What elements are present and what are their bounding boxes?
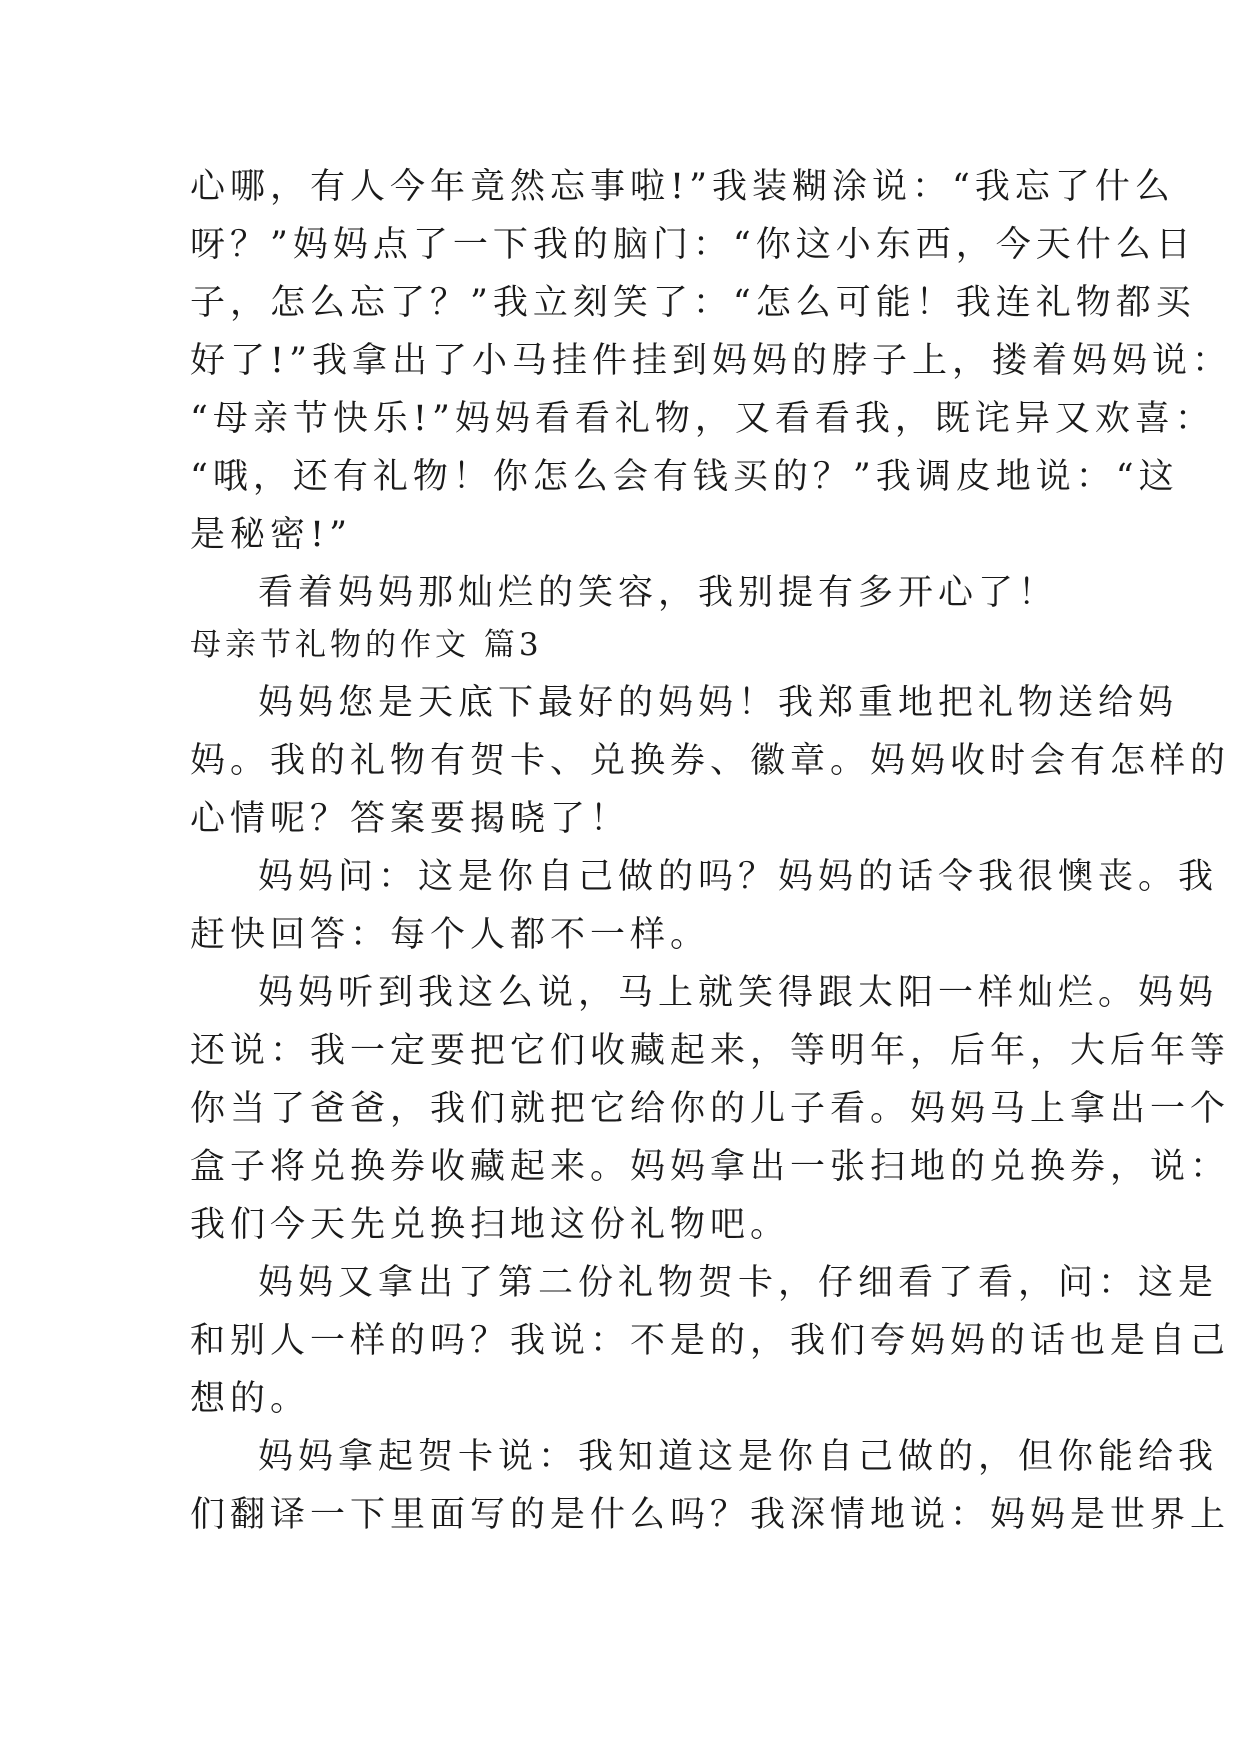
- paragraph-line: 妈妈听到我这么说，马上就笑得跟太阳一样灿烂。妈妈: [258, 973, 1219, 1013]
- text-line: 赶快回答：每个人都不一样。: [190, 915, 711, 955]
- text-line: 心情呢？答案要揭晓了！: [190, 799, 631, 839]
- text-line: 你当了爸爸，我们就把它给你的儿子看。妈妈马上拿出一个: [190, 1089, 1231, 1129]
- text-line: 我们今天先兑换扫地这份礼物吧。: [190, 1205, 791, 1245]
- paragraph-line: 妈妈问：这是你自己做的吗？妈妈的话令我很懊丧。我: [258, 857, 1219, 897]
- text-line: 是秘密!”: [190, 515, 352, 555]
- text-line: “母亲节快乐!”妈妈看看礼物，又看看我，既诧异又欢喜：: [190, 399, 1215, 439]
- section-heading: 母亲节礼物的作文 篇3: [190, 627, 543, 663]
- text-line: 们翻译一下里面写的是什么吗？我深情地说：妈妈是世界上: [190, 1495, 1231, 1535]
- text-line: 呀？”妈妈点了一下我的脑门：“你这小东西，今天什么日: [190, 225, 1196, 265]
- text-line: 妈。我的礼物有贺卡、兑换券、徽章。妈妈收时会有怎样的: [190, 741, 1231, 781]
- text-line: 还说：我一定要把它们收藏起来，等明年，后年，大后年等: [190, 1031, 1231, 1071]
- paragraph-line: 妈妈又拿出了第二份礼物贺卡，仔细看了看，问：这是: [258, 1263, 1219, 1303]
- text-line: 盒子将兑换券收藏起来。妈妈拿出一张扫地的兑换券，说：: [190, 1147, 1231, 1187]
- text-line: 和别人一样的吗？我说：不是的，我们夸妈妈的话也是自己: [190, 1321, 1231, 1361]
- paragraph-line: 妈妈拿起贺卡说：我知道这是你自己做的，但你能给我: [258, 1437, 1219, 1477]
- paragraph-line: 妈妈您是天底下最好的妈妈！我郑重地把礼物送给妈: [258, 683, 1179, 723]
- text-line: 心哪，有人今年竟然忘事啦!”我装糊涂说：“我忘了什么: [190, 167, 1175, 207]
- text-line: 子，怎么忘了？”我立刻笑了：“怎么可能！我连礼物都买: [190, 283, 1196, 323]
- text-line: 想的。: [190, 1379, 311, 1419]
- paragraph-line: 看着妈妈那灿烂的笑容，我别提有多开心了！: [258, 573, 1059, 613]
- text-line: “哦，还有礼物！你怎么会有钱买的？”我调皮地说：“这: [190, 457, 1179, 497]
- text-line: 好了!”我拿出了小马挂件挂到妈妈的脖子上，搂着妈妈说：: [190, 341, 1232, 381]
